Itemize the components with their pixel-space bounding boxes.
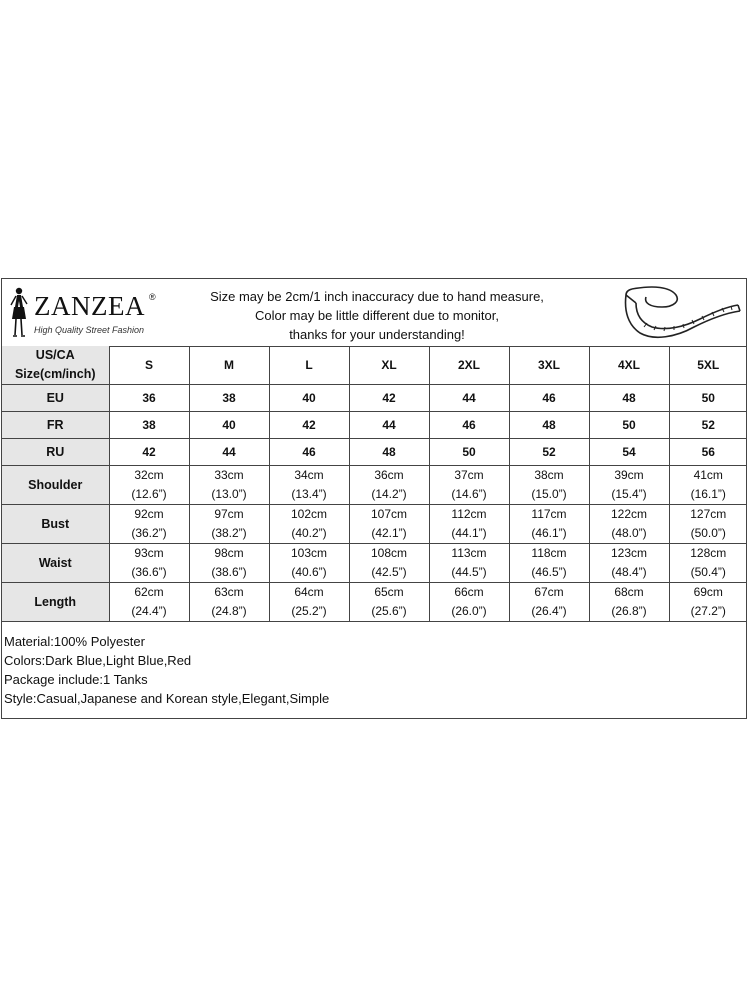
notice-line: Color may be little different due to monitor, — [255, 308, 499, 323]
measurement-inch: (46.1”) — [531, 526, 567, 540]
measurement-cm: 108cm — [370, 546, 408, 560]
measurement-cm: 66cm — [454, 585, 484, 599]
measurement-inch: (26.4”) — [531, 604, 567, 618]
row-label: Bust — [2, 505, 109, 544]
size-chart-header — [2, 279, 746, 347]
measurement-inch: (13.4”) — [291, 487, 327, 501]
measurement-cell — [269, 583, 349, 622]
measurement-cm: 63cm — [214, 585, 244, 599]
measurement-inch: (44.1”) — [451, 526, 487, 540]
product-info — [4, 632, 329, 708]
style-text: Style:Casual,Japanese and Korean style,Elegant,Simple — [4, 691, 330, 706]
size-header-cell: XL — [349, 346, 429, 385]
measurement-cell — [349, 583, 429, 622]
measurement-row — [2, 544, 747, 583]
measurement-cm: 103cm — [290, 546, 328, 560]
measurement-cell — [429, 505, 509, 544]
size-value-cell: 42 — [349, 385, 429, 412]
measurement-cm: 92cm — [134, 507, 164, 521]
measurement-cm: 39cm — [614, 468, 644, 482]
registered-mark: ® — [149, 292, 156, 302]
measurement-cm: 41cm — [693, 468, 723, 482]
measurement-cell — [269, 505, 349, 544]
material-text: Material:100% Polyester — [4, 634, 145, 649]
measurement-cm: 127cm — [690, 507, 727, 521]
measurement-cell — [669, 505, 747, 544]
measurement-cm: 64cm — [294, 585, 324, 599]
size-conversion-row — [2, 412, 747, 439]
row-label: Shoulder — [2, 466, 109, 505]
measurement-inch: (24.4”) — [131, 604, 167, 618]
measurement-inch: (15.0”) — [531, 487, 567, 501]
measurement-cell — [189, 583, 269, 622]
row-label: EU — [2, 385, 109, 412]
measurement-row — [2, 505, 747, 544]
measurement-cm: 98cm — [214, 546, 244, 560]
measurement-inch: (26.0”) — [451, 604, 487, 618]
measurement-cell — [669, 466, 747, 505]
measurement-notice — [192, 287, 562, 344]
measurement-cell — [589, 505, 669, 544]
measurement-inch: (38.6”) — [211, 565, 247, 579]
measurement-inch: (40.6”) — [291, 565, 327, 579]
size-value-cell: 50 — [429, 439, 509, 466]
size-value-cell: 52 — [669, 412, 747, 439]
size-header-row — [2, 346, 747, 385]
size-value-cell: 42 — [109, 439, 189, 466]
measurement-inch: (48.0”) — [611, 526, 647, 540]
measurement-inch: (46.5”) — [531, 565, 567, 579]
size-value-cell: 50 — [589, 412, 669, 439]
measurement-cm: 117cm — [531, 507, 567, 521]
measurement-inch: (42.5”) — [371, 565, 407, 579]
size-value-cell: 48 — [589, 385, 669, 412]
measurement-cell — [269, 544, 349, 583]
measurement-inch: (24.8”) — [211, 604, 247, 618]
measurement-inch: (13.0”) — [211, 487, 247, 501]
size-conversion-row — [2, 439, 747, 466]
size-corner-label — [2, 346, 109, 385]
measurement-inch: (26.8”) — [611, 604, 647, 618]
measurement-inch: (44.5”) — [451, 565, 487, 579]
size-table — [2, 346, 747, 622]
measurement-cell — [349, 505, 429, 544]
measurement-row — [2, 466, 747, 505]
size-value-cell: 46 — [429, 412, 509, 439]
measurement-cell — [349, 544, 429, 583]
size-header-cell: M — [189, 346, 269, 385]
measurement-cell — [349, 466, 429, 505]
measurement-cell — [509, 466, 589, 505]
measurement-cm: 62cm — [134, 585, 164, 599]
measurement-inch: (48.4”) — [611, 565, 647, 579]
measurement-inch: (16.1”) — [690, 487, 726, 501]
measurement-inch: (25.6”) — [371, 604, 407, 618]
measurement-cm: 128cm — [690, 546, 727, 560]
measurement-cell — [269, 466, 349, 505]
measurement-cell — [109, 544, 189, 583]
size-value-cell: 46 — [269, 439, 349, 466]
size-header-cell: L — [269, 346, 349, 385]
size-header-cell: S — [109, 346, 189, 385]
measurement-cell — [509, 544, 589, 583]
measurement-cm: 69cm — [693, 585, 723, 599]
measurement-cell — [109, 583, 189, 622]
measurement-cell — [189, 466, 269, 505]
measurement-inch: (50.0”) — [690, 526, 726, 540]
brand-name: ZANZEA — [34, 291, 145, 321]
size-value-cell: 42 — [269, 412, 349, 439]
measurement-cm: 93cm — [134, 546, 164, 560]
measurement-inch: (50.4”) — [690, 565, 726, 579]
measurement-inch: (15.4”) — [611, 487, 647, 501]
measurement-cm: 67cm — [534, 585, 564, 599]
package-text: Package include:1 Tanks — [4, 672, 148, 687]
size-value-cell: 38 — [109, 412, 189, 439]
measurement-cell — [669, 544, 747, 583]
measurement-inch: (14.2”) — [371, 487, 407, 501]
measurement-cell — [429, 583, 509, 622]
measurement-cm: 32cm — [134, 468, 164, 482]
measurement-cm: 122cm — [610, 507, 648, 521]
row-label: RU — [2, 439, 109, 466]
conversion-rows — [2, 385, 747, 466]
row-label: FR — [2, 412, 109, 439]
corner-label-line: US/CA — [35, 348, 75, 362]
size-header-cell: 4XL — [589, 346, 669, 385]
size-value-cell: 36 — [109, 385, 189, 412]
measurement-cm: 107cm — [370, 507, 408, 521]
measurement-cell — [509, 583, 589, 622]
measurement-inch: (38.2”) — [211, 526, 247, 540]
row-label: Waist — [2, 544, 109, 583]
measurement-inch: (27.2”) — [690, 604, 726, 618]
measurement-cm: 123cm — [610, 546, 648, 560]
size-value-cell: 44 — [189, 439, 269, 466]
size-value-cell: 50 — [669, 385, 747, 412]
row-label: Length — [2, 583, 109, 622]
measurement-cell — [589, 583, 669, 622]
brand-logo — [6, 285, 166, 341]
measurement-cell — [189, 544, 269, 583]
measurement-cm: 37cm — [454, 468, 484, 482]
measurement-cell — [429, 466, 509, 505]
corner-label-line: Size(cm/inch) — [14, 367, 96, 381]
measurement-inch: (25.2”) — [291, 604, 327, 618]
woman-figure-logo-icon — [6, 285, 32, 341]
measurement-cell — [109, 466, 189, 505]
measurement-cm: 34cm — [294, 468, 324, 482]
measurement-cm: 97cm — [214, 507, 244, 521]
notice-line: Size may be 2cm/1 inch inaccuracy due to hand measure, — [210, 289, 544, 304]
measurement-inch: (40.2”) — [291, 526, 327, 540]
measurement-inch: (36.6”) — [131, 565, 167, 579]
measurement-cell — [509, 505, 589, 544]
size-value-cell: 40 — [189, 412, 269, 439]
size-header-cell: 3XL — [509, 346, 589, 385]
measurement-cell — [429, 544, 509, 583]
size-value-cell: 44 — [349, 412, 429, 439]
measurement-cm: 113cm — [451, 546, 487, 560]
measurement-cm: 65cm — [374, 585, 404, 599]
size-value-cell: 48 — [349, 439, 429, 466]
measurement-cm: 36cm — [374, 468, 404, 482]
measurement-cell — [589, 544, 669, 583]
measurement-inch: (36.2”) — [131, 526, 167, 540]
measurement-cm: 38cm — [534, 468, 564, 482]
measurement-inch: (42.1”) — [371, 526, 407, 540]
measurement-cm: 68cm — [614, 585, 644, 599]
measuring-tape-icon — [614, 281, 744, 343]
measurement-cell — [669, 583, 747, 622]
size-chart — [1, 278, 747, 719]
size-header-cell: 5XL — [669, 346, 747, 385]
measurement-cm: 118cm — [531, 546, 567, 560]
size-value-cell: 38 — [189, 385, 269, 412]
measurement-cell — [589, 466, 669, 505]
size-value-cell: 48 — [509, 412, 589, 439]
size-value-cell: 44 — [429, 385, 509, 412]
notice-line: thanks for your understanding! — [289, 327, 465, 342]
size-value-cell: 54 — [589, 439, 669, 466]
size-header-cell: 2XL — [429, 346, 509, 385]
measurement-inch: (14.6”) — [451, 487, 487, 501]
measurement-cell — [109, 505, 189, 544]
brand-tagline: High Quality Street Fashion — [34, 325, 145, 335]
size-conversion-row — [2, 385, 747, 412]
size-value-cell: 46 — [509, 385, 589, 412]
size-value-cell: 40 — [269, 385, 349, 412]
measurement-cm: 33cm — [214, 468, 244, 482]
measurement-rows — [2, 466, 747, 622]
size-value-cell: 56 — [669, 439, 747, 466]
measurement-cm: 112cm — [451, 507, 487, 521]
size-value-cell: 52 — [509, 439, 589, 466]
measurement-cm: 102cm — [290, 507, 328, 521]
measurement-cell — [189, 505, 269, 544]
measurement-inch: (12.6”) — [131, 487, 167, 501]
measurement-row — [2, 583, 747, 622]
colors-text: Colors:Dark Blue,Light Blue,Red — [4, 653, 192, 668]
